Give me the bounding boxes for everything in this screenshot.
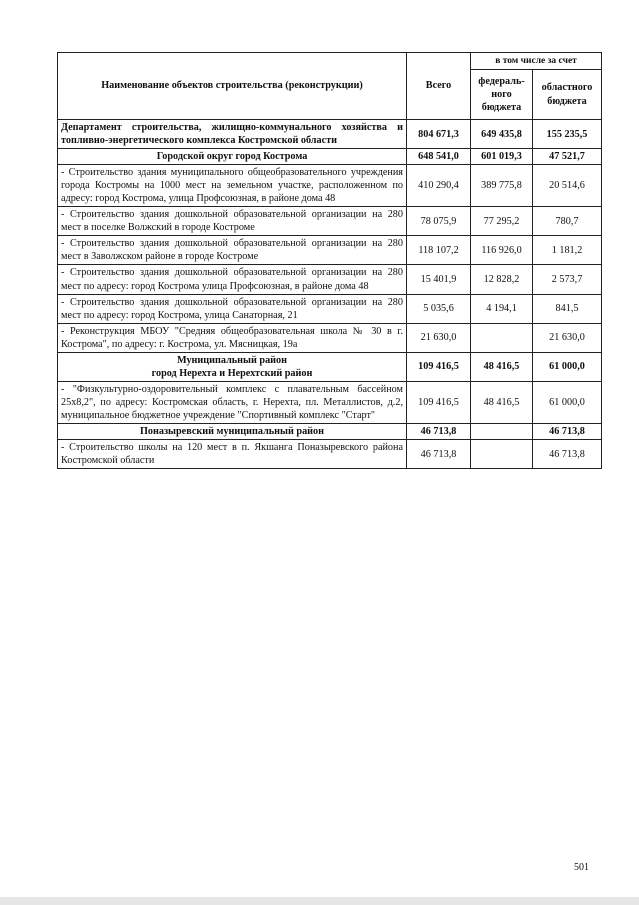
row-federal-cell: 48 416,5	[471, 352, 533, 381]
table-row	[58, 236, 602, 265]
group-row	[58, 352, 602, 381]
row-name-cell: - Строительство школы на 120 мест в п. Якшанга Поназыревского района Костромской области	[58, 440, 407, 469]
row-name-cell: Поназыревский муниципальный район	[58, 423, 407, 439]
header-total: Всего	[407, 53, 471, 120]
row-name-cell: - Строительство здания дошкольной образовательной организации на 280 мест по адресу: город Кострома улица Профсоюзная, в районе дома 48	[58, 265, 407, 294]
header-federal: федераль-ного бюджета	[471, 70, 533, 120]
row-name-cell: Департамент строительства, жилищно-коммунального хозяйства и топливно-энергетического комплекса Костромской области	[58, 120, 407, 149]
row-total-cell: 5 035,6	[407, 294, 471, 323]
row-federal-cell: 649 435,8	[471, 120, 533, 149]
row-total-cell: 15 401,9	[407, 265, 471, 294]
table-row	[58, 323, 602, 352]
row-federal-cell	[471, 423, 533, 439]
row-name-cell: Муниципальный район город Нерехта и Нерехтский район	[58, 352, 407, 381]
row-federal-cell: 48 416,5	[471, 381, 533, 423]
row-federal-cell: 77 295,2	[471, 207, 533, 236]
row-total-cell: 46 713,8	[407, 440, 471, 469]
header-including: в том числе за счет	[471, 53, 602, 70]
row-name-cell: - Реконструкция МБОУ "Средняя общеобразовательная школа № 30 в г. Кострома", по адресу: г. Кострома, ул. Мясницкая, 19а	[58, 323, 407, 352]
scan-bottom-strip	[0, 897, 639, 905]
row-federal-cell: 601 019,3	[471, 149, 533, 165]
row-total-cell: 118 107,2	[407, 236, 471, 265]
row-total-cell: 109 416,5	[407, 381, 471, 423]
row-regional-cell: 21 630,0	[533, 323, 602, 352]
row-federal-cell: 389 775,8	[471, 165, 533, 207]
group-row	[58, 423, 602, 439]
table-row	[58, 207, 602, 236]
group-row	[58, 120, 602, 149]
row-total-cell: 804 671,3	[407, 120, 471, 149]
row-name-cell: - Строительство здания дошкольной образовательной организации на 280 мест в Заволжском районе в городе Костроме	[58, 236, 407, 265]
header-regional: областного бюджета	[533, 70, 602, 120]
table-row	[58, 265, 602, 294]
row-federal-cell	[471, 323, 533, 352]
row-federal-cell: 4 194,1	[471, 294, 533, 323]
row-total-cell: 648 541,0	[407, 149, 471, 165]
row-name-cell: Городской округ город Кострома	[58, 149, 407, 165]
row-regional-cell: 61 000,0	[533, 352, 602, 381]
row-regional-cell: 20 514,6	[533, 165, 602, 207]
table-row	[58, 381, 602, 423]
table-header	[58, 53, 602, 120]
row-regional-cell: 1 181,2	[533, 236, 602, 265]
construction-budget-table	[57, 52, 602, 469]
row-total-cell: 109 416,5	[407, 352, 471, 381]
table-row	[58, 440, 602, 469]
row-name-cell: - Строительство здания дошкольной образовательной организации на 280 мест в поселке Волжский в городе Костроме	[58, 207, 407, 236]
row-regional-cell: 2 573,7	[533, 265, 602, 294]
group-row	[58, 149, 602, 165]
row-total-cell: 78 075,9	[407, 207, 471, 236]
row-federal-cell	[471, 440, 533, 469]
header-name: Наименование объектов строительства (реконструкции)	[58, 53, 407, 120]
row-regional-cell: 47 521,7	[533, 149, 602, 165]
row-total-cell: 21 630,0	[407, 323, 471, 352]
row-regional-cell: 841,5	[533, 294, 602, 323]
row-name-cell: - Строительство здания муниципального общеобразовательного учреждения города Костромы на 1000 мест на земельном участке, расположенном по адресу: город Кострома, улица Профсоюзная, в районе дома 48	[58, 165, 407, 207]
table-body	[58, 120, 602, 469]
row-regional-cell: 46 713,8	[533, 423, 602, 439]
row-federal-cell: 116 926,0	[471, 236, 533, 265]
page-number: 501	[574, 862, 589, 873]
row-regional-cell: 46 713,8	[533, 440, 602, 469]
row-total-cell: 410 290,4	[407, 165, 471, 207]
row-federal-cell: 12 828,2	[471, 265, 533, 294]
row-regional-cell: 61 000,0	[533, 381, 602, 423]
row-name-cell: - Строительство здания дошкольной образовательной организации на 280 мест по адресу: город Кострома, улица Санаторная, 21	[58, 294, 407, 323]
row-regional-cell: 155 235,5	[533, 120, 602, 149]
table-row	[58, 294, 602, 323]
row-total-cell: 46 713,8	[407, 423, 471, 439]
table-row	[58, 165, 602, 207]
row-name-cell: - "Физкультурно-оздоровительный комплекс с плавательным бассейном 25х8,2", по адресу: Костромская область, г. Нерехта, пл. Металлистов, д.2, муниципальное бюджетное учреждение "Спортивный комплекс "Старт"	[58, 381, 407, 423]
row-regional-cell: 780,7	[533, 207, 602, 236]
